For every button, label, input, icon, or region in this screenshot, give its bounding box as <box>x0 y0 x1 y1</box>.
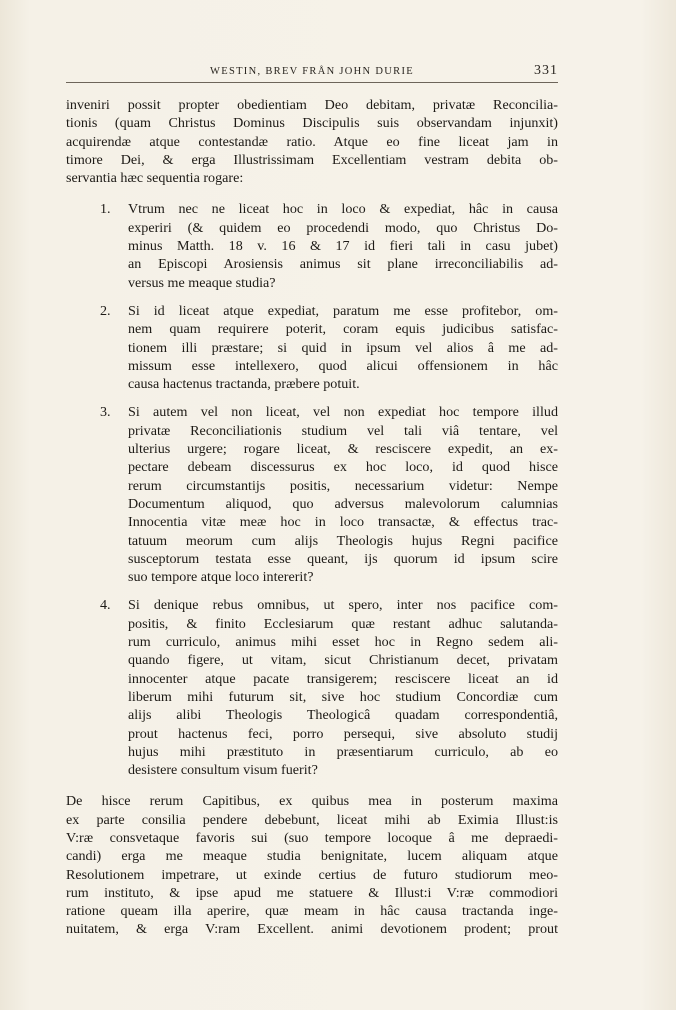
item-number: 4. <box>100 597 111 614</box>
text-line: tatuum meorum cum alijs Theologis hujus Regni pacifice <box>128 532 558 549</box>
text-line: hujus mihi præstituto in præsentiarum curriculo, ab eo <box>128 743 558 760</box>
text-line: alijs alibi Theologis Theologicâ quadam correspondentiâ, <box>128 707 558 724</box>
text-line: prout hactenus feci, porro persequi, sive absoluto studij <box>128 725 558 742</box>
list-item <box>66 403 558 586</box>
running-head: WESTIN, BREV FRÅN JOHN DURIE <box>210 66 414 77</box>
text-line: privatæ Reconciliationis studium vel tali viâ tentare, vel <box>128 422 558 439</box>
text-line: timore Dei, & erga Illustrissimam Excellentiam vestram debita ob- <box>66 151 558 168</box>
text-line: ratione queam illa aperire, quæ meam in hâc causa tractanda inge- <box>66 903 558 920</box>
list-item <box>66 596 558 779</box>
text-line: missum esse intellexero, quod alicui offensionem in hâc <box>128 357 558 374</box>
text-line: tionem illi præstare; si quid in ipsum vel alios â me ad- <box>128 339 558 356</box>
text-line: Vtrum nec ne liceat hoc in loco & expediat, hâc in causa <box>128 201 558 218</box>
item-number: 1. <box>100 201 111 218</box>
item-number: 3. <box>100 404 111 421</box>
page-header <box>66 62 558 83</box>
text-line: an Episcopi Arosiensis animus sit plane irreconciliabilis ad- <box>128 256 558 273</box>
text-line: positis, & finito Ecclesiarum quæ restant adhuc salutanda- <box>128 615 558 632</box>
text-line: ex parte consilia pendere debebunt, liceat mihi ab Eximia Illust:is <box>66 811 558 828</box>
text-line: experiri (& quidem eo procedendi modo, quo Christus Do- <box>128 219 558 236</box>
text-line: nem quam requirere poterit, coram equis judicibus satisfac- <box>128 321 558 338</box>
text-line: rum curriculo, animus mihi esset hoc in Regno sedem ali- <box>128 634 558 651</box>
text-line: Si autem vel non liceat, vel non expediat hoc tempore illud <box>128 404 558 421</box>
text-line: tionis (quam Christus Dominus Discipulis suis observandam injunxit) <box>66 115 558 132</box>
text-line: quando figere, ut vitam, sicut Christianum decet, privatam <box>128 652 558 669</box>
text-line: Innocentia vitæ meæ hoc in loco transactæ, & effectus trac- <box>128 514 558 531</box>
text-line: rum instituto, & ipse apud me statuere & Illust:i V:ræ commodiori <box>66 884 558 901</box>
text-line: rerum circumstantijs positis, necessarium videtur: Nempe <box>128 477 558 494</box>
text-line: desistere consultum visum fuerit? <box>128 762 318 779</box>
text-line: Resolutionem impetrare, ut exinde certius de futuro studiorum meo- <box>66 866 558 883</box>
closing-paragraph <box>66 792 558 938</box>
text-line: causa hactenus tractanda, præbere potuit. <box>128 376 360 393</box>
text-line: versus me meaque studia? <box>128 274 276 291</box>
text-line: servantia hæc sequentia rogare: <box>66 170 244 187</box>
numbered-list <box>66 200 558 779</box>
text-line: inveniri possit propter obedientiam Deo debitam, privatæ Reconcilia- <box>66 97 558 113</box>
text-line: ulterius urgere; rogare liceat, & resciscere expedit, an ex- <box>128 441 558 458</box>
text-line: liberum mihi futurum sit, sive hoc studium Concordiæ cum <box>128 688 558 705</box>
list-item <box>66 200 558 291</box>
text-line: Si denique rebus omnibus, ut spero, inter nos pacifice com- <box>128 597 558 614</box>
list-item <box>66 302 558 393</box>
text-line: pectare debeam discessurus ex hoc loco, id quod hisce <box>128 459 558 476</box>
text-line: acquirendæ atque contestandæ ratio. Atque eo fine liceat jam in <box>66 133 558 150</box>
text-line: nuitatem, & erga V:ram Excellent. animi devotionem prodent; prout <box>66 921 558 938</box>
body-text <box>66 96 558 939</box>
page-number: 331 <box>534 63 558 78</box>
text-line: innocenter atque pacate transigerem; resciscere liceat an id <box>128 670 558 687</box>
text-line: susceptorum testata esse queant, ijs quorum id ipsum scire <box>128 550 558 567</box>
text-line: Si id liceat atque expediat, paratum me esse profitebor, om- <box>128 302 558 319</box>
item-number: 2. <box>100 302 111 319</box>
intro-paragraph <box>66 96 558 187</box>
text-line: candi) erga me meaque studia benignitate, lucem aliquam atque <box>66 848 558 865</box>
text-line: De hisce rerum Capitibus, ex quibus mea in posterum maxima <box>66 793 558 810</box>
text-line: Documentum aliquod, quo adversus malevolorum calumnias <box>128 495 558 512</box>
text-line: minus Matth. 18 v. 16 & 17 id fieri tali in casu jubet) <box>128 238 558 255</box>
text-line: suo tempore atque loco intererit? <box>128 569 314 586</box>
text-line: V:ræ consvetaque favoris sui (suo tempore locoque â me depraedi- <box>66 829 558 846</box>
